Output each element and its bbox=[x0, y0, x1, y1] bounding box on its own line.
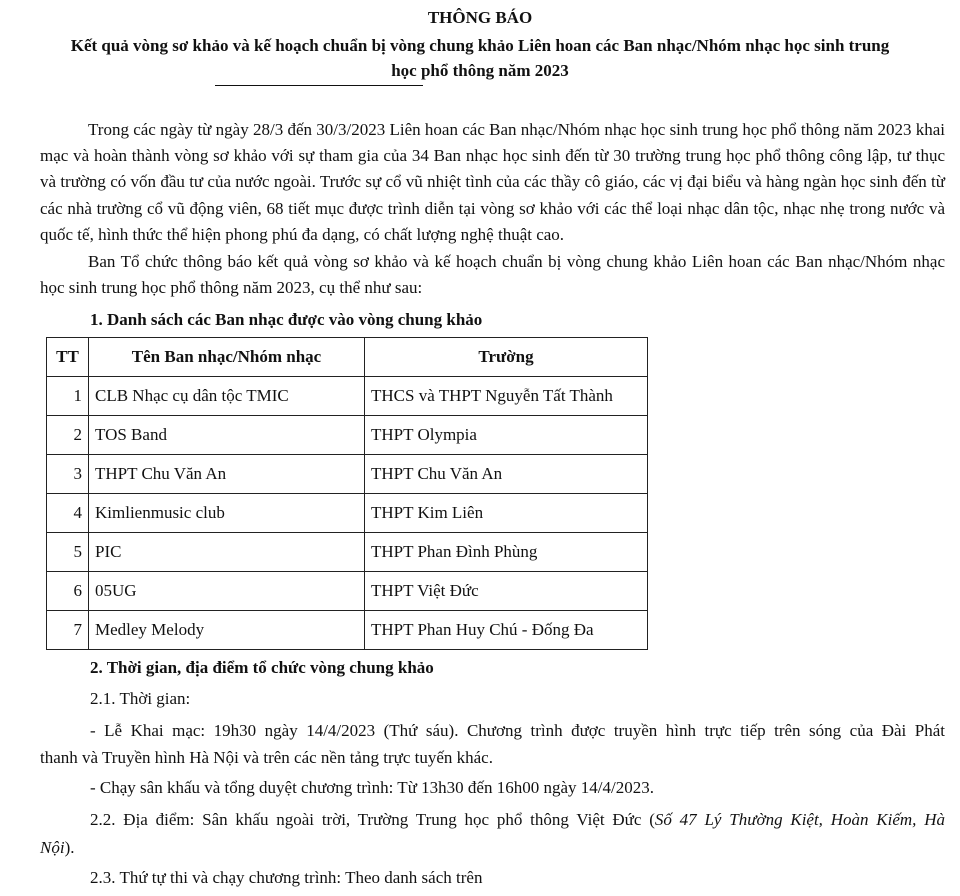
table-row bbox=[47, 416, 648, 455]
competition-order: 2.3. Thứ tự thi và chạy chương trình: Theo danh sách trên bbox=[90, 868, 483, 887]
venue-prefix: 2.2. Địa điểm: Sân khấu ngoài trời, Trường Trung học phổ thông Việt Đức ( bbox=[90, 810, 655, 829]
band-name: THPT Chu Văn An bbox=[89, 455, 365, 494]
row-number: 4 bbox=[47, 494, 89, 533]
row-number: 6 bbox=[47, 572, 89, 611]
document-subtitle-line2: học phổ thông năm 2023 bbox=[391, 61, 569, 80]
section-2-heading: 2. Thời gian, địa điểm tổ chức vòng chung khảo bbox=[90, 658, 434, 677]
school-name: THPT Kim Liên bbox=[365, 494, 648, 533]
table-row bbox=[47, 377, 648, 416]
title-underline bbox=[215, 85, 423, 86]
time-label: 2.1. Thời gian: bbox=[90, 689, 191, 708]
band-name: Kimlienmusic club bbox=[89, 494, 365, 533]
table-row bbox=[47, 572, 648, 611]
section-1-heading: 1. Danh sách các Ban nhạc được vào vòng chung khảo bbox=[90, 310, 483, 329]
band-name: PIC bbox=[89, 533, 365, 572]
table-header-row bbox=[47, 338, 648, 377]
opening-ceremony-line-1: - Lễ Khai mạc: 19h30 ngày 14/4/2023 (Thứ sáu). Chương trình được truyền hình trực tiếp trên sóng của Đài Phát bbox=[90, 721, 945, 740]
band-name: 05UG bbox=[89, 572, 365, 611]
school-name: THPT Phan Đình Phùng bbox=[365, 533, 648, 572]
row-number: 1 bbox=[47, 377, 89, 416]
row-number: 2 bbox=[47, 416, 89, 455]
school-name: THPT Việt Đức bbox=[365, 572, 648, 611]
header-band-name: Tên Ban nhạc/Nhóm nhạc bbox=[89, 338, 365, 377]
band-name: CLB Nhạc cụ dân tộc TMIC bbox=[89, 377, 365, 416]
band-list-table bbox=[46, 337, 648, 650]
intro-paragraph-1: Trong các ngày từ ngày 28/3 đến 30/3/2023 Liên hoan các Ban nhạc/Nhóm nhạc học sinh trung học phổ thông năm 2023 khai mạc và hoàn thành vòng sơ khảo với sự tham gia của 34 Ban nhạc học sinh đến từ 30 trường trung học phổ thông công lập, tư thục và trường có vốn đầu tư của nước ngoài. Trước sự cổ vũ nhiệt tình của các thầy cô giáo, các vị đại biểu và hàng ngàn học sinh đến từ các nhà trường cổ vũ động viên, 68 tiết mục được trình diễn tại vòng sơ khảo với các thể loại nhạc dân tộc, nhạc nhẹ trong nước và quốc tế, hình thức thể hiện phong phú đa dạng, có chất lượng nghệ thuật cao. bbox=[40, 120, 945, 244]
document-subtitle-line1: Kết quả vòng sơ khảo và kế hoạch chuẩn bị vòng chung khảo Liên hoan các Ban nhạc/Nhóm nhạc học sinh trung bbox=[70, 36, 890, 55]
school-name: THPT Chu Văn An bbox=[365, 455, 648, 494]
header-school: Trường bbox=[365, 338, 648, 377]
row-number: 5 bbox=[47, 533, 89, 572]
row-number: 3 bbox=[47, 455, 89, 494]
band-name: TOS Band bbox=[89, 416, 365, 455]
header-tt: TT bbox=[47, 338, 89, 377]
band-name: Medley Melody bbox=[89, 611, 365, 650]
school-name: THPT Phan Huy Chú - Đống Đa bbox=[365, 611, 648, 650]
venue-line-1 bbox=[90, 808, 945, 832]
school-name: THCS và THPT Nguyễn Tất Thành bbox=[365, 377, 648, 416]
table-row bbox=[47, 611, 648, 650]
venue-address-line-2: Nội bbox=[40, 838, 65, 857]
school-name: THPT Olympia bbox=[365, 416, 648, 455]
row-number: 7 bbox=[47, 611, 89, 650]
table-row bbox=[47, 455, 648, 494]
opening-ceremony-line-2: thanh và Truyền hình Hà Nội và trên các nền tảng trực tuyến khác. bbox=[40, 748, 493, 767]
intro-paragraph-2: Ban Tổ chức thông báo kết quả vòng sơ khảo và kế hoạch chuẩn bị vòng chung khảo Liên hoan các Ban nhạc/Nhóm nhạc học sinh trung học phổ thông năm 2023, cụ thể như sau: bbox=[40, 252, 945, 298]
rehearsal-schedule: - Chạy sân khấu và tổng duyệt chương trình: Từ 13h30 đến 16h00 ngày 14/4/2023. bbox=[90, 778, 654, 797]
venue-address-line-1: Số 47 Lý Thường Kiệt, Hoàn Kiếm, Hà bbox=[654, 810, 945, 829]
venue-line-2 bbox=[40, 836, 74, 860]
table-row bbox=[47, 533, 648, 572]
table-row bbox=[47, 494, 648, 533]
venue-suffix: ). bbox=[64, 838, 75, 857]
document-title: THÔNG BÁO bbox=[427, 8, 533, 27]
